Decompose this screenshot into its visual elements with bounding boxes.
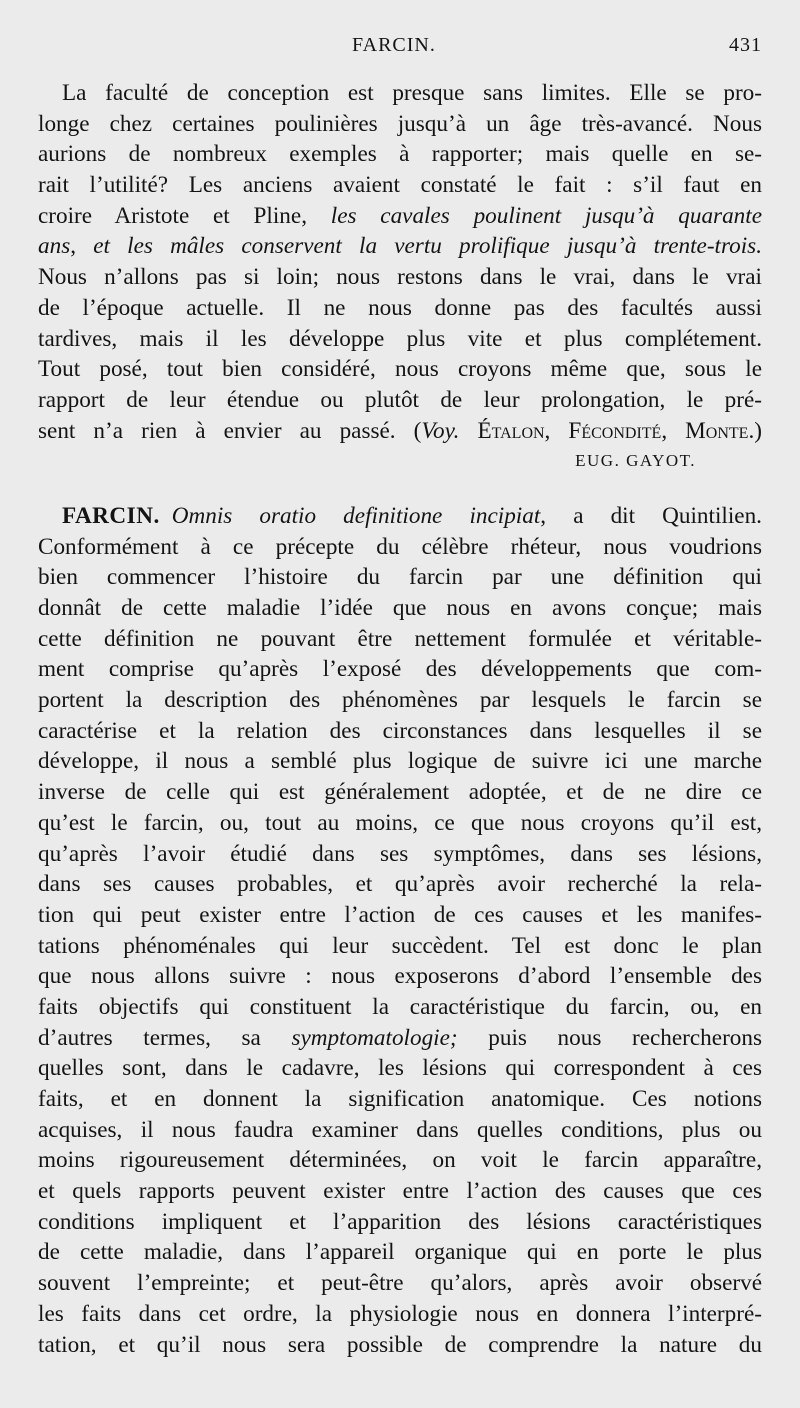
text-line <box>38 777 762 808</box>
page-number: 431 <box>729 34 762 56</box>
text-line <box>38 1053 762 1084</box>
italic-fragment: ans <box>38 233 71 260</box>
section-conception <box>38 78 762 446</box>
text-line <box>38 1145 762 1176</box>
text-fragment: cette définition ne pouvant être nettement formulée et véritable- <box>38 625 762 652</box>
section-farcin <box>38 501 762 1360</box>
text-fragment: rait l’utilité? Les anciens avaient constaté le fait : s’il faut en <box>38 172 762 199</box>
text-fragment <box>459 418 477 444</box>
text-fragment: développe, il nous a semblé plus logique de suivre ici une marche <box>38 748 762 775</box>
text-line <box>38 501 762 532</box>
text-fragment: inverse de celle qui est généralement adoptée, et de ne dire ce <box>38 779 762 806</box>
text-fragment: que nous allons suivre : nous exposerons d’abord l’ensemble des <box>38 963 762 990</box>
text-line <box>38 170 762 201</box>
text-fragment: acquises, il nous faudra examiner dans quelles conditions, plus ou <box>38 1116 762 1143</box>
text-fragment: de cette maladie, dans l’appareil organique qui en porte le plus <box>38 1239 762 1266</box>
text-fragment: Nous n’allons pas si loin; nous restons dans le vrai, dans le vrai <box>38 264 762 291</box>
text-line <box>38 624 762 655</box>
text-line <box>38 900 762 931</box>
text-fragment: Tout posé, tout bien considéré, nous croyons même que, sous le <box>38 356 762 383</box>
text-fragment: , a dit Quintilien. <box>540 502 762 529</box>
text-line <box>38 1023 762 1054</box>
running-head <box>0 34 800 58</box>
text-fragment: Conformément à ce précepte du célèbre rhéteur, nous voudrions <box>38 533 762 560</box>
article-head-word: FARCIN. <box>62 502 160 529</box>
text-line <box>38 992 762 1023</box>
text-fragment: tations phénoménales qui leur succèdent. Tel est donc le plan <box>38 932 762 959</box>
text-fragment: ment comprise qu’après l’exposé des développements que com- <box>38 656 762 683</box>
text-line <box>38 78 762 109</box>
text-line <box>38 931 762 962</box>
text-fragment: tation, et qu’il nous sera possible de comprendre la nature du <box>38 1331 762 1358</box>
text-line <box>38 716 762 747</box>
text-line <box>38 231 762 262</box>
text-fragment: La faculté de conception est presque sans limites. Elle se pro- <box>62 80 762 106</box>
text-line <box>38 385 762 416</box>
text-line <box>38 685 762 716</box>
italic-fragment: et les mâles conservent la vertu prolifique jusqu’à trente-trois. <box>93 233 762 260</box>
text-line <box>38 593 762 624</box>
text-fragment: puis nous rechercherons <box>457 1024 762 1051</box>
text-fragment: , <box>70 233 94 260</box>
text-fragment: qu’est le farcin, ou, tout au moins, ce que nous croyons qu’il est, <box>38 809 762 836</box>
text-line <box>38 324 762 355</box>
text-line <box>38 961 762 992</box>
text-fragment: longe chez certaines poulinières jusqu’à un âge très-avancé. Nous <box>38 110 762 137</box>
page-body <box>38 78 762 1360</box>
text-fragment: faits objectifs qui constituent la caractéristique du farcin, ou, en <box>38 993 762 1020</box>
italic-fragment: Voy. <box>421 417 460 444</box>
text-line <box>38 1115 762 1146</box>
text-line <box>38 1237 762 1268</box>
text-line <box>38 139 762 170</box>
text-fragment: aurions de nombreux exemples à rapporter; mais quelle en se- <box>38 141 762 168</box>
running-title: FARCIN. <box>352 34 436 56</box>
text-line <box>38 746 762 777</box>
text-fragment: les faits dans cet ordre, la physiologie nous en donnera l’interpré- <box>38 1300 762 1327</box>
text-line <box>38 262 762 293</box>
text-line <box>38 562 762 593</box>
text-fragment: souvent l’empreinte; et peut-être qu’alors, après avoir observé <box>38 1270 762 1297</box>
text-line <box>38 869 762 900</box>
text-line <box>38 1084 762 1115</box>
text-line <box>38 532 762 563</box>
small-caps-fragment: Étalon, Fécondité, Monte. <box>477 417 755 444</box>
italic-fragment: les cavales poulinent jusqu’à quarante <box>330 202 762 229</box>
text-fragment: tardives, mais il les développe plus vite et plus complétement. <box>38 325 762 352</box>
text-fragment: moins rigoureusement déterminées, on voit le farcin apparaître, <box>38 1147 762 1174</box>
text-line <box>38 201 762 232</box>
text-fragment: ) <box>754 417 762 444</box>
text-fragment: conditions impliquent et l’apparition des lésions caractéristiques <box>38 1208 762 1235</box>
text-line <box>38 416 762 447</box>
text-line <box>38 109 762 140</box>
text-fragment: tion qui peut exister entre l’action de ces causes et les manifes- <box>38 901 762 928</box>
text-line <box>38 1330 762 1361</box>
text-line <box>38 293 762 324</box>
text-fragment: faits, et en donnent la signification anatomique. Ces notions <box>38 1086 762 1112</box>
text-fragment: portent la description des phénomènes par lesquels le farcin se <box>38 687 762 714</box>
text-fragment: et quels rapports peuvent exister entre l’action des causes que ces <box>38 1178 762 1205</box>
text-fragment: qu’après l’avoir étudié dans ses symptômes, dans ses lésions, <box>38 840 762 867</box>
author-signature: EUG. GAYOT. <box>575 451 696 471</box>
text-fragment: croire Aristote et Pline, <box>38 202 331 229</box>
text-line <box>38 808 762 839</box>
text-fragment: dans ses causes probables, et qu’après avoir recherché la rela- <box>38 871 762 898</box>
text-line <box>38 354 762 385</box>
text-line <box>38 1176 762 1207</box>
text-line <box>38 1207 762 1238</box>
italic-fragment: symptomatologie; <box>291 1024 458 1051</box>
italic-fragment: Omnis oratio definitione incipiat <box>171 502 541 529</box>
text-fragment: caractérise et la relation des circonstances dans lesquelles il se <box>38 717 762 744</box>
text-fragment: d’autres termes, sa <box>38 1024 292 1051</box>
text-fragment: quelles sont, dans le cadavre, les lésions qui correspondent à ces <box>38 1055 762 1082</box>
text-fragment: bien commencer l’histoire du farcin par une définition qui <box>38 564 762 591</box>
text-fragment: sent n’a rien à envier au passé. ( <box>38 417 422 444</box>
text-line <box>38 1268 762 1299</box>
text-line <box>38 1299 762 1330</box>
text-line <box>38 654 762 685</box>
text-fragment: de l’époque actuelle. Il ne nous donne pas des facultés aussi <box>38 294 762 321</box>
text-line <box>38 839 762 870</box>
text-fragment: rapport de leur étendue ou plutôt de leur prolongation, le pré- <box>38 386 762 413</box>
text-fragment: donnât de cette maladie l’idée que nous en avons conçue; mais <box>38 595 762 621</box>
